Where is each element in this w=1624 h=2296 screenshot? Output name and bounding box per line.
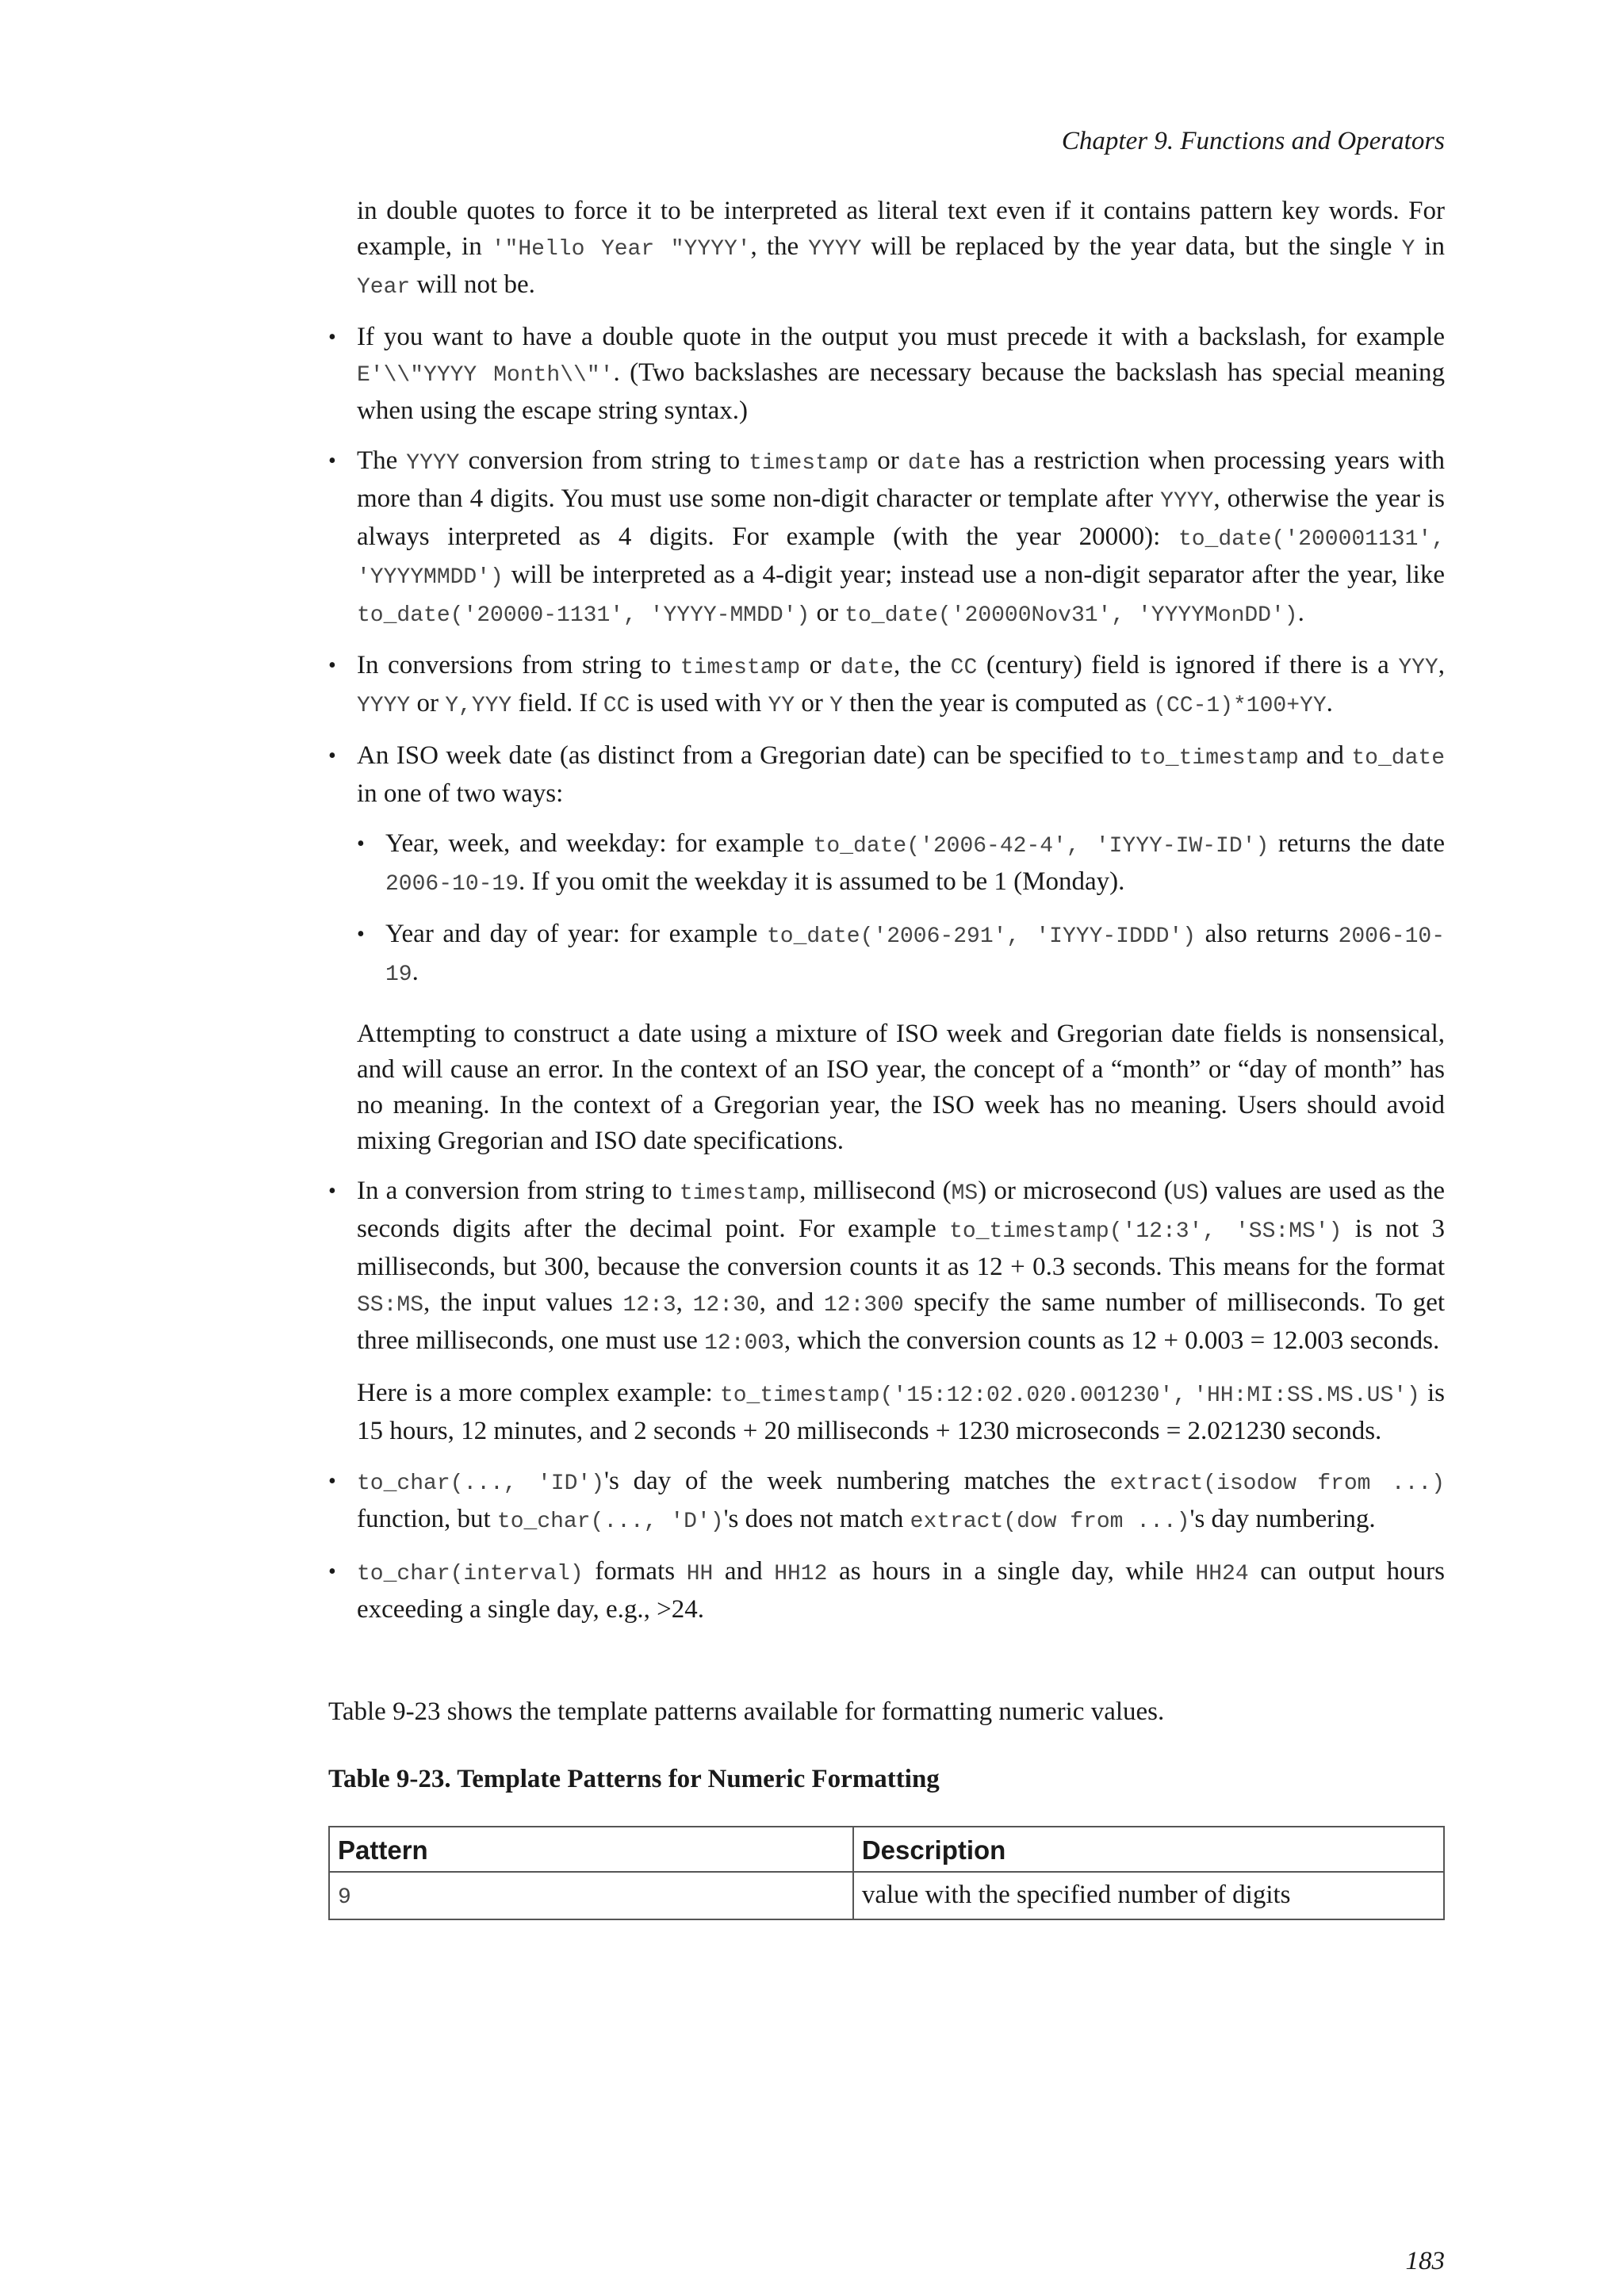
list-item: • In conversions from string to timestamp or date, the CC (century) field is ignored if there is a YYY, YYYY or Y,YYY field. If CC is used with YY or Y then the year is computed as (CC-1)*100+YY. — [357, 648, 1445, 724]
notes-list — [357, 320, 1445, 1628]
list-item: • to_char(..., 'ID')'s day of the week numbering matches the extract(isodow from ...) function, but to_char(..., 'D')'s does not match extract(dow from ...)'s day numbering. — [357, 1464, 1445, 1540]
list-item: • In a conversion from string to timestamp, millisecond (MS) or microsecond (US) values are used as the seconds digits after the decimal point. For example to_timestamp('12:3', 'SS:MS') is not 3 milliseconds, but 300, because the conversion counts it as 12 + 0.3 seconds. This means for the format SS:MS, the input values 12:3, 12:30, and 12:300 specify the same number of milliseconds. To get three milliseconds, one must use 12:003, which the conversion counts as 12 + 0.003 = 12.003 seconds. Here is a more complex example: to_timestamp('15:12:02.020.001230', 'HH:MI:SS.MS.US') is 15 hours, 12 minutes, and 2 seconds + 20 milliseconds + 1230 microseconds = 2.021230 seconds. — [357, 1173, 1445, 1449]
numeric-format-table — [328, 1826, 1445, 1920]
table-row — [329, 1872, 1444, 1919]
intro-paragraph: in double quotes to force it to be interpreted as literal text even if it contains pattern key words. For example, in '"Hello Year "YYYY', the YYYY will be replaced by the year data, but the single Y in Year will not be. — [357, 197, 1445, 300]
description-cell: value with the specified number of digits — [853, 1872, 1444, 1919]
list-item: • If you want to have a double quote in the output you must precede it with a backslash, for example E'\\"YYYY Month\\"'. (Two backslashes are necessary because the backslash has special meaning when using the escape string syntax.) — [357, 320, 1445, 429]
list-item: • to_char(interval) formats HH and HH12 as hours in a single day, while HH24 can output hours exceeding a single day, e.g., >24. — [357, 1554, 1445, 1628]
page-body — [328, 193, 1445, 1920]
list-item: • An ISO week date (as distinct from a Gregorian date) can be specified to to_timestamp and to_date in one of two ways: • Year, week, and weekday: for example to_date('2006-42-4', 'IYYY-IW-ID') returns the date 2006-10-19. If you omit the weekday it is assumed to be 1 (Monday). • Year and day of year: for example to_date('2006-291', 'IYYY-IDDD') also returns 2006-10-19. Attempting to construct a date using a mixture of ISO week and Gregorian date fields is nonsensical, and will cause an error. In the context of an ISO year, the concept of a “month” or “day of month” has no meaning. In the context of a Gregorian year, the ISO week has no meaning. Users should avoid mixing Gregorian and ISO date specifications. — [357, 738, 1445, 1159]
iso-mixing-paragraph: Attempting to construct a date using a mixture of ISO week and Gregorian date fields is nonsensical, and will cause an error. In the context of an ISO year, the concept of a “month” or “day of month” has no meaning. In the context of a Gregorian year, the ISO week has no meaning. Users should avoid mixing Gregorian and ISO date specifications. — [357, 1020, 1445, 1155]
list-item: • The YYYY conversion from string to timestamp or date has a restriction when processing years with more than 4 digits. You must use some non-digit character or template after YYYY, otherwise the year is always interpreted as 4 digits. For example (with the year 20000): to_date('200001131', 'YYYYMMDD') will be interpreted as a 4-digit year; instead use a non-digit separator after the year, like to_date('20000-1131', 'YYYY-MMDD') or to_date('20000Nov31', 'YYYYMonDD'). — [357, 443, 1445, 633]
sub-list-item: • Year, week, and weekday: for example to_date('2006-42-4', 'IYYY-IW-ID') returns the date 2006-10-19. If you omit the weekday it is assumed to be 1 (Monday). — [385, 826, 1445, 902]
column-header-description: Description — [853, 1827, 1444, 1872]
column-header-pattern: Pattern — [329, 1827, 853, 1872]
table-header-row — [329, 1827, 1444, 1872]
table-caption: Table 9-23. Template Patterns for Numeric Formatting — [328, 1765, 940, 1793]
sub-list-item: • Year and day of year: for example to_date('2006-291', 'IYYY-IDDD') also returns 2006-10-19. — [385, 916, 1445, 993]
pattern-cell: 9 — [329, 1872, 853, 1919]
chapter-header: Chapter 9. Functions and Operators — [1061, 127, 1445, 155]
sub-list — [385, 826, 1445, 993]
complex-example-paragraph: Here is a more complex example: to_timestamp('15:12:02.020.001230', 'HH:MI:SS.MS.US') is 15 hours, 12 minutes, and 2 seconds + 20 milliseconds + 1230 microseconds = 2.021230 seconds. — [357, 1379, 1446, 1445]
page-number: 183 — [1405, 2247, 1445, 2275]
table-reference-text: Table 9-23 shows the template patterns available for formatting numeric values. — [328, 1697, 1165, 1726]
